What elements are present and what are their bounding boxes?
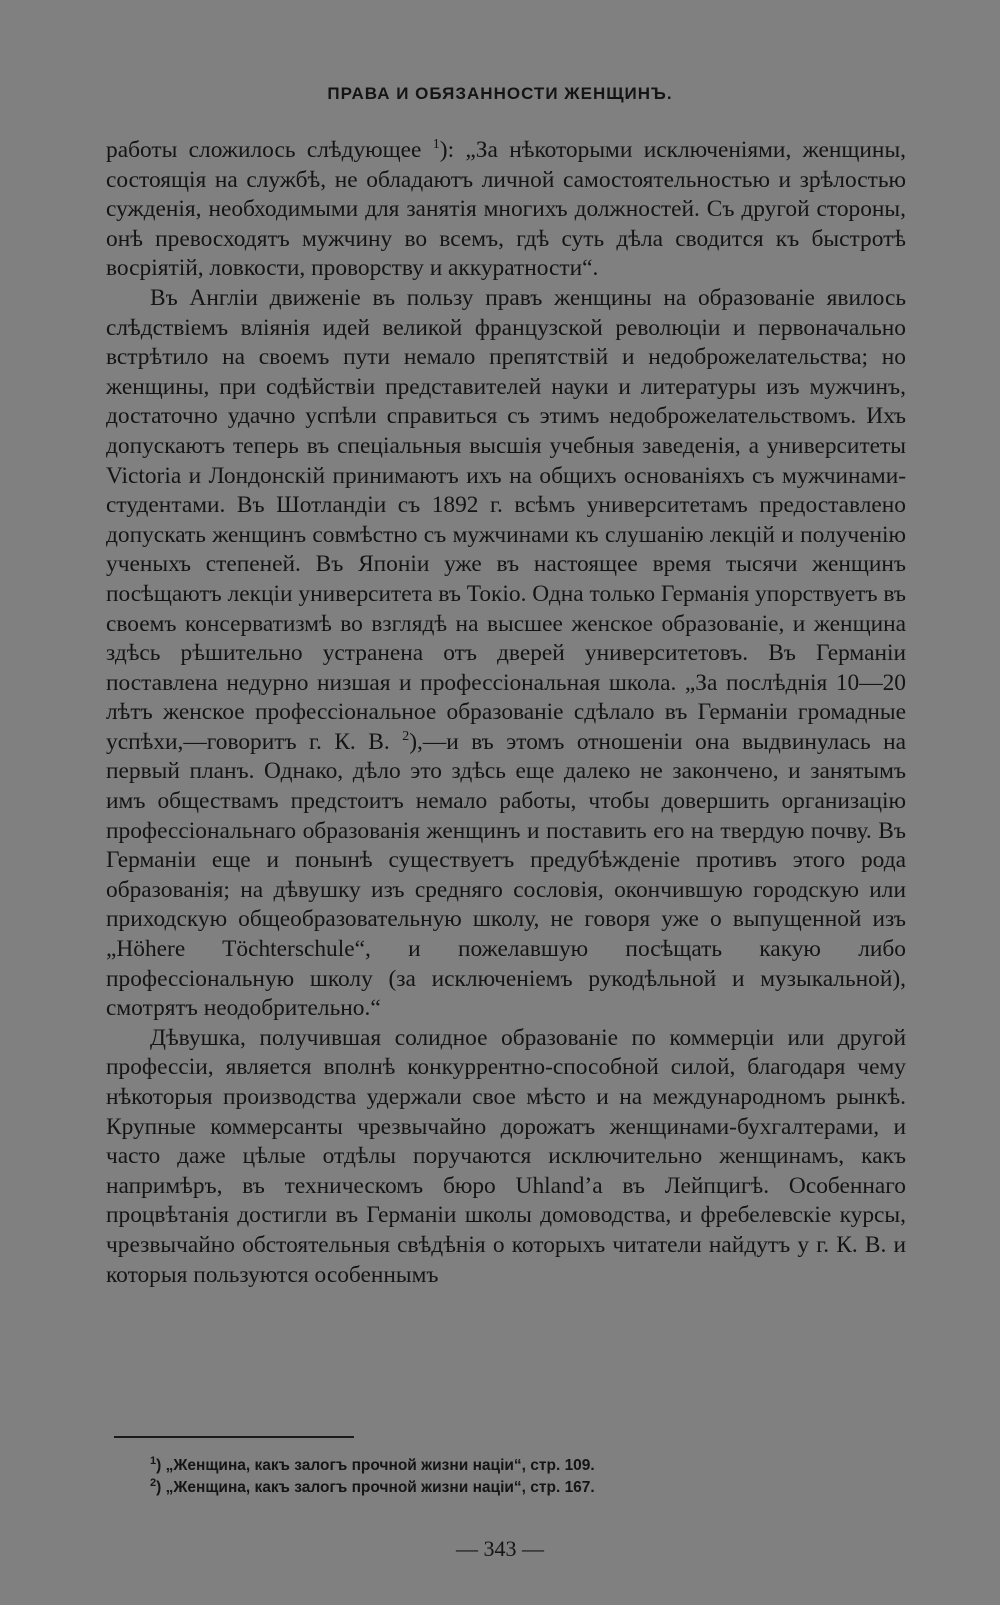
- running-head: ПРАВА И ОБЯЗАННОСТИ ЖЕНЩИНЪ.: [327, 84, 673, 103]
- footnote-text: ) „Женщина, какъ залогъ прочной жизни націи“, стр. 167.: [156, 1479, 595, 1496]
- footnote: [150, 1455, 910, 1477]
- footnotes: [150, 1455, 910, 1499]
- footnote-mark: 1: [150, 1454, 157, 1467]
- footnote-ref: 1: [432, 137, 440, 153]
- page-number: — 343 —: [456, 1536, 544, 1561]
- text-run: Дѣвушка, получившая солидное образованіе по коммерціи или другой профессіи, является вполнѣ конкуррентно-способной силой, благодаря чему нѣкоторыя производства удержали свое мѣсто и на международномъ рынкѣ. Крупные коммерсанты чрезвычайно дорожатъ женщинами-бухгалтерами, и часто даже цѣлые отдѣлы поручаются исключительно женщинамъ, какъ напримѣръ, въ техническомъ бюро Uhland’a въ Лейпцигѣ. Особеннаго процвѣтанія достигли въ Германіи школы домоводства, и фребелевскіе курсы, чрезвычайно обстоятельныя свѣдѣнія о которыхъ читатели найдутъ у г. К. В. и которыя пользуются особеннымъ: [106, 1024, 906, 1288]
- text-run: работы сложилось слѣдующее: [106, 137, 433, 163]
- footnote: [150, 1477, 910, 1499]
- paragraph: [106, 136, 906, 284]
- text-run: ): „За нѣкоторыми исключеніями, женщины, состоящія на службѣ, не обладаютъ личной самостоятельностью и зрѣлостью сужденія, необходимыми для занятія многихъ должностей. Съ другой стороны, онѣ превосходятъ мужчину во всемъ, гдѣ суть дѣла сводится къ быстротѣ восріятій, ловкости, проворству и аккуратности“.: [106, 137, 907, 282]
- footnote-mark: 2: [150, 1476, 157, 1489]
- body-text: [106, 136, 906, 1290]
- footnote-ref: 2: [402, 729, 410, 745]
- footnote-text: ) „Женщина, какъ залогъ прочной жизни націи“, стр. 109.: [156, 1457, 595, 1474]
- paragraph: [106, 1024, 906, 1290]
- text-run: ),—и въ этомъ отношеніи она выдвинулась на первый планъ. Однако, дѣло это здѣсь еще далеко не закончено, и занятымъ имъ обществамъ предстоитъ немало работы, чтобы довершить организацію профессіональнаго образованія женщинъ и поставить его на твердую почву. Въ Германіи еще и понынѣ существуетъ предубѣжденіе противъ этого рода образованія; на дѣвушку изъ средняго сословія, окончившую городскую или приходскую общеобразовательную школу, не говоря уже о выпущенной изъ „Höhere Töchterschule“, и пожелавшую посѣщать какую либо профессіональную школу (за исключеніемъ рукодѣльной и музыкальной), смотрятъ неодобрительно.“: [106, 728, 907, 1022]
- footnote-divider: [114, 1436, 354, 1438]
- text-run: Въ Англіи движеніе въ пользу правъ женщины на образованіе явилось слѣдствіемъ вліянія идей великой французской революціи и первоначально встрѣтило на своемъ пути немало препятствій и недоброжелательства; но женщины, при содѣйствіи представителей науки и литературы изъ мужчинъ, достаточно удачно успѣли справиться съ этимъ недоброжелательствомъ. Ихъ допускаютъ теперь въ спеціальныя высшія учебныя заведенія, а университеты Victoria и Лондонскій принимаютъ ихъ на общихъ основаніяхъ съ мужчинами-студентами. Въ Шотландіи съ 1892 г. всѣмъ университетамъ предоставлено допускать женщинъ совмѣстно съ мужчинами къ слушанію лекцій и полученію ученыхъ степеней. Въ Японіи уже въ настоящее время тысячи женщинъ посѣщаютъ лекціи университета въ Токіо. Одна только Германія упорствуетъ въ своемъ консерватизмѣ во взглядѣ на высшее женское образованіе, и женщина здѣсь рѣшительно устранена отъ дверей университетовъ. Въ Германіи поставлена недурно низшая и профессіональная школа. „За послѣднія 10—20 лѣтъ женское профессіональное образованіе сдѣлало въ Германіи громадные успѣхи,—говоритъ г. К. В.: [106, 284, 906, 755]
- paragraph: [106, 284, 906, 1024]
